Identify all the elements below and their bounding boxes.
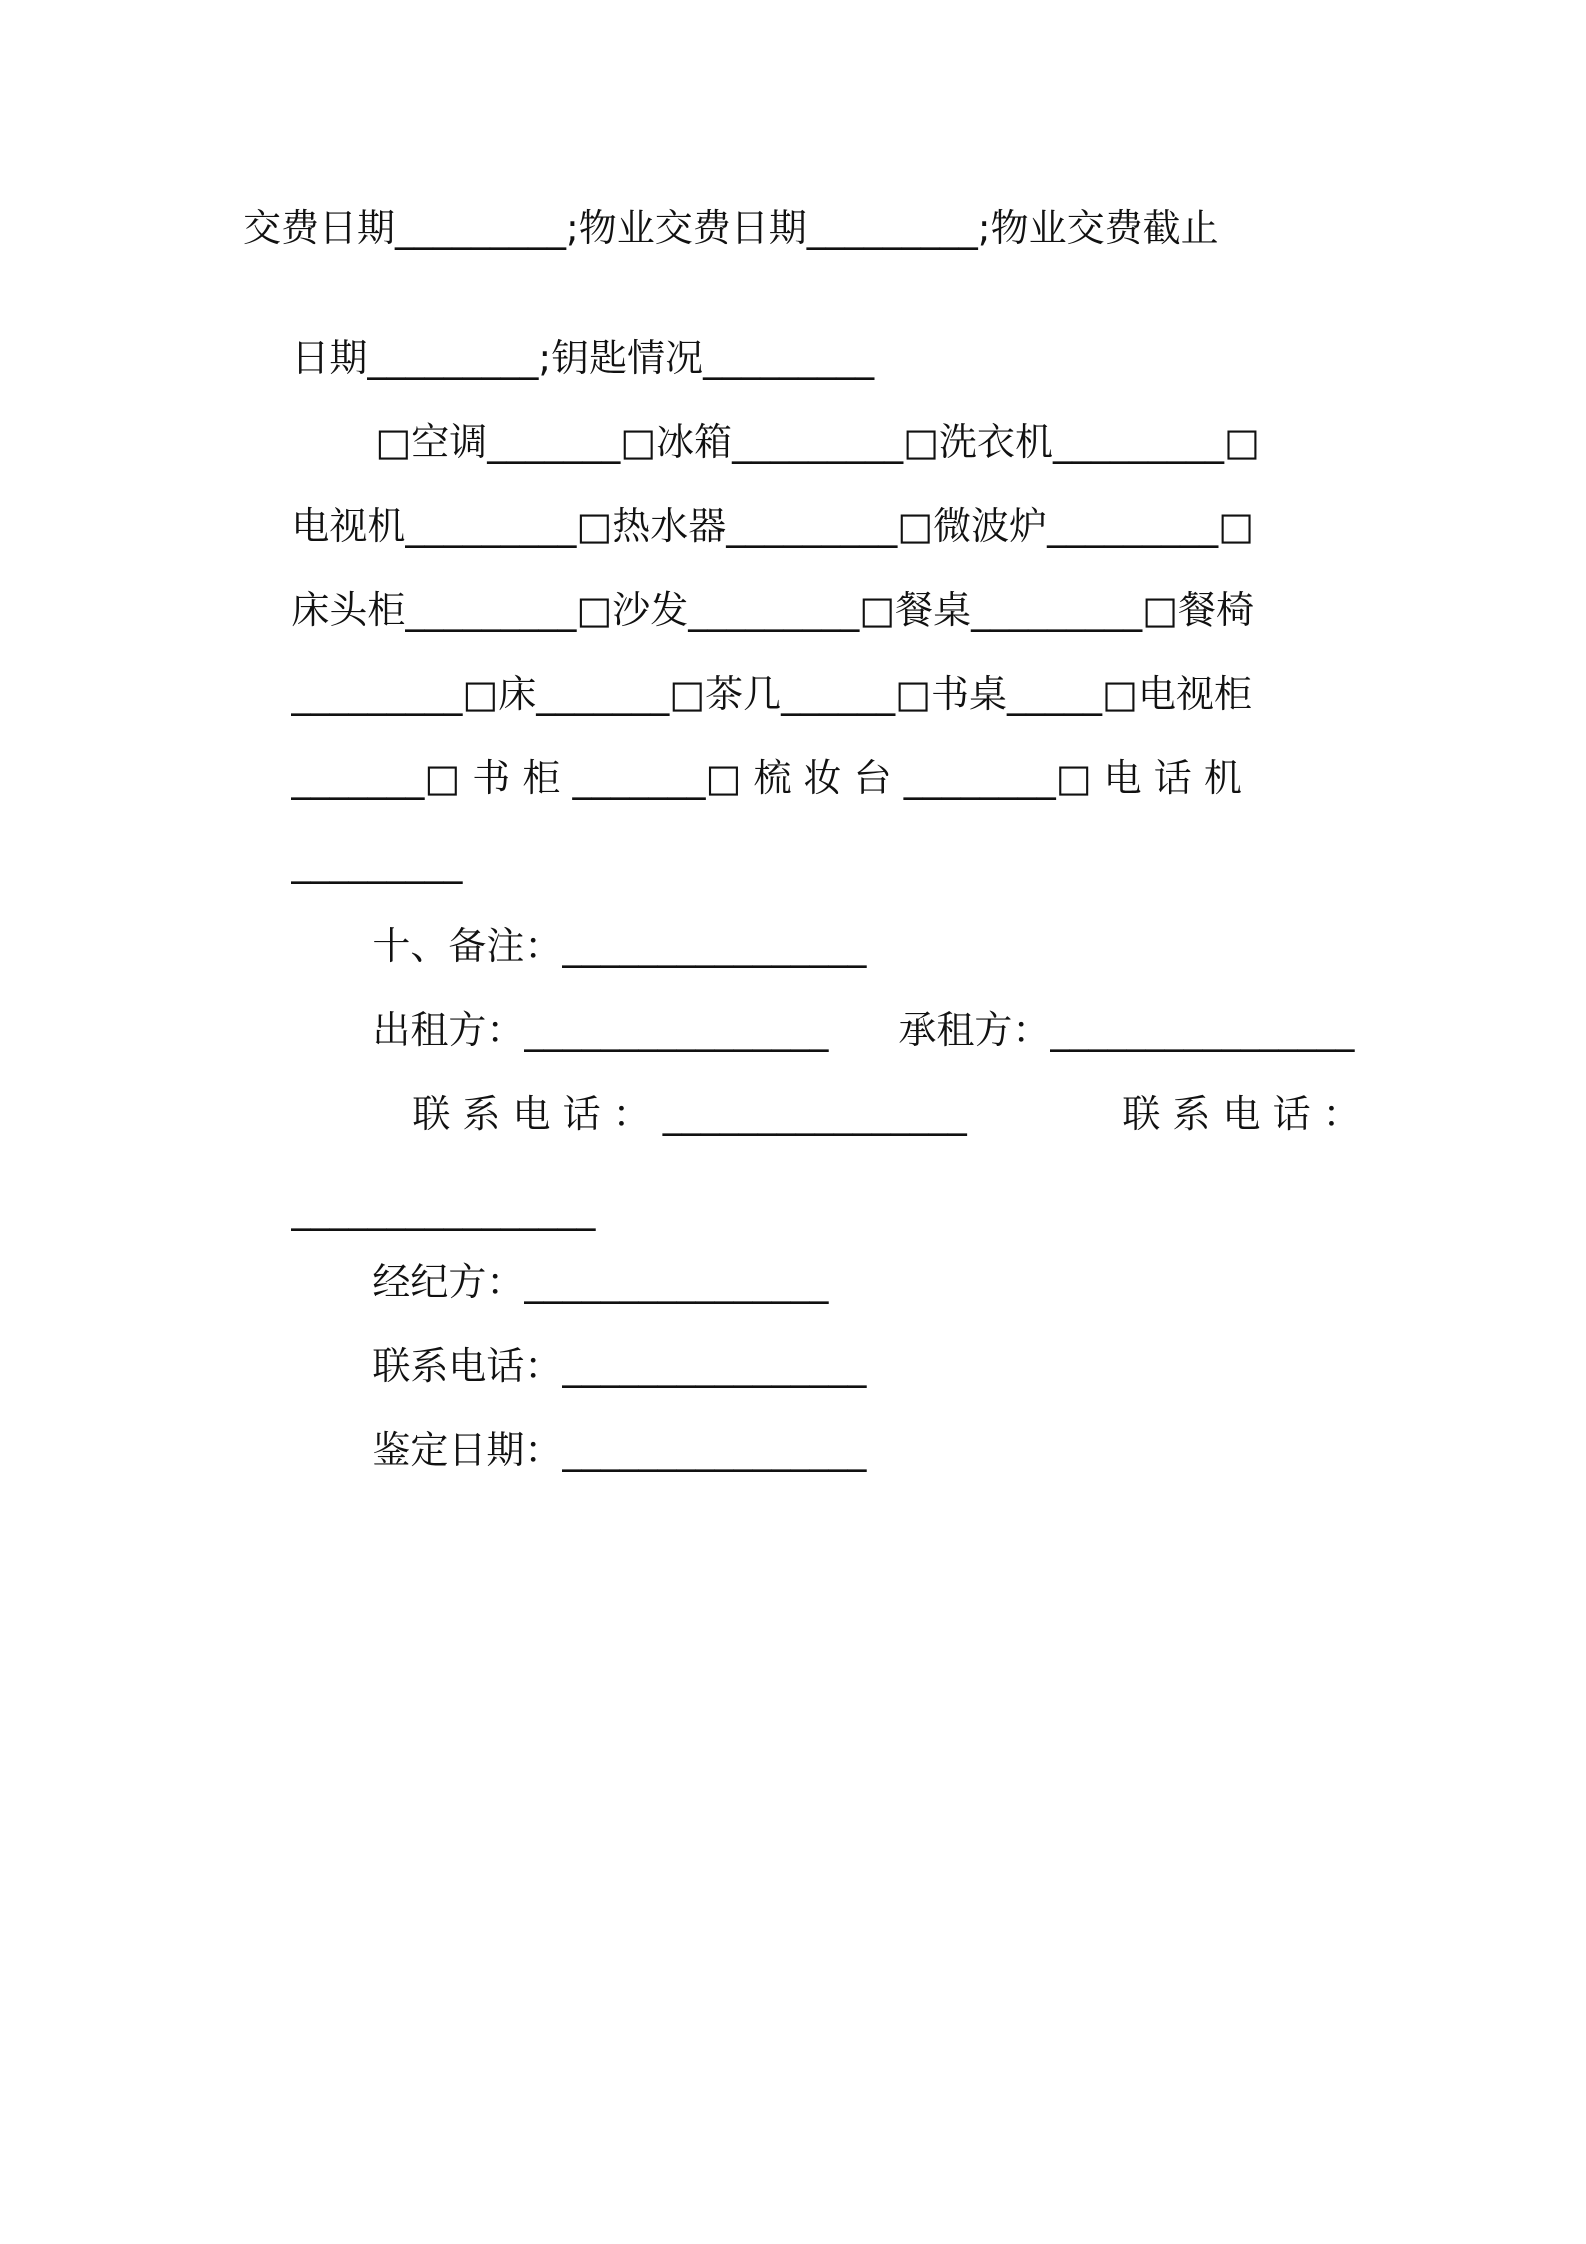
lessee-phone-content: 联 系 电 话 ： bbox=[1122, 1092, 1361, 1136]
line-4-content: 电视机_________□热水器_________□微波炉_________□ bbox=[291, 504, 1255, 548]
appraisal-date-content: 鉴定日期：________________ bbox=[372, 1428, 867, 1472]
line-6-content: _________□床_______□茶几______□书桌_____□电视柜 bbox=[291, 672, 1252, 716]
agent-content: 经纪方：________________ bbox=[372, 1260, 829, 1304]
appraisal-date-field bbox=[324, 1381, 866, 1519]
agent-phone-content: 联系电话：________________ bbox=[372, 1344, 867, 1388]
lessee-content: 承租方：________________ bbox=[898, 1008, 1355, 1052]
text-line-1 bbox=[243, 205, 1355, 251]
line-1-content: 交费日期_________;物业交费日期_________;物业交费截止 bbox=[243, 206, 1219, 250]
line-3-content: □空调_______□冰箱_________□洗衣机_________□ bbox=[375, 420, 1260, 464]
lessee-phone-field bbox=[1074, 1045, 1361, 1183]
lessor-content: 出租方：________________ bbox=[372, 1008, 829, 1052]
remarks-content: 十、备注：________________ bbox=[372, 924, 867, 968]
line-5-content: 床头柜_________□沙发_________□餐桌_________□餐椅 bbox=[291, 588, 1255, 632]
line-7-content: _______□ 书 柜 _______□ 梳 妆 台 ________□ 电 话 机 bbox=[291, 756, 1242, 800]
line-8-content: _________ bbox=[291, 840, 463, 884]
lessor-phone-content: 联 系 电 话 ： ________________ bbox=[412, 1092, 967, 1136]
lessee-phone-blank: ________________ bbox=[291, 1187, 596, 1231]
line-2-content: 日期_________;钥匙情况_________ bbox=[291, 336, 875, 380]
